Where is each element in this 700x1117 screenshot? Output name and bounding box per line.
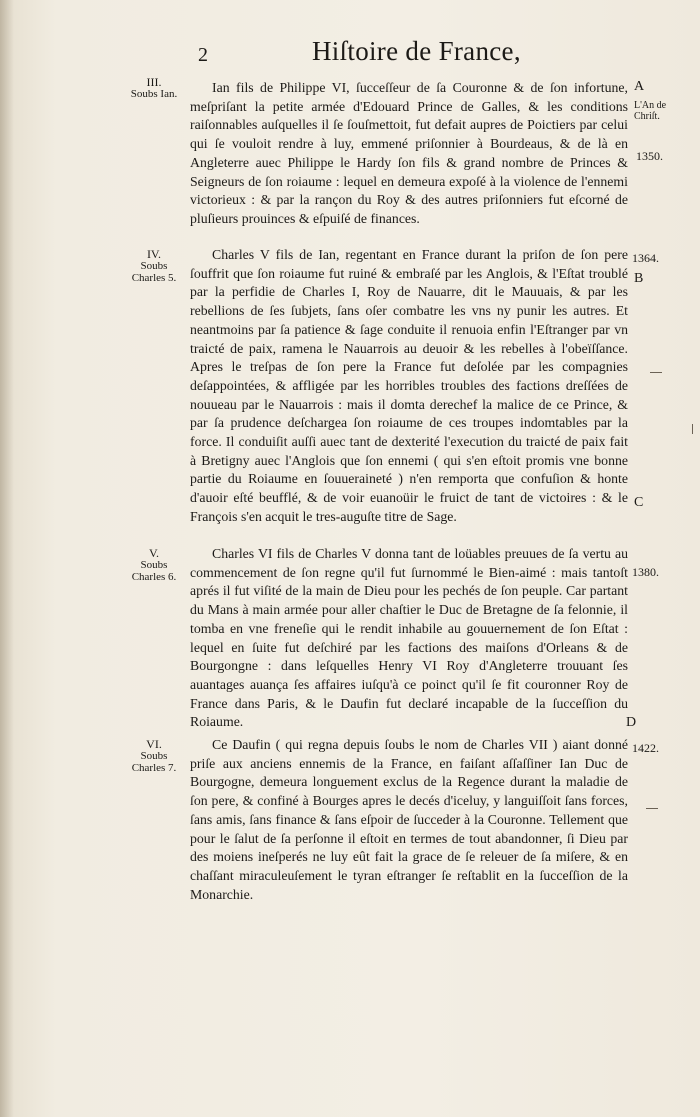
margin-tick: [650, 372, 662, 373]
page-number: 2: [198, 44, 208, 66]
paragraph-v: [190, 545, 628, 732]
margin-year-1350: 1350.: [636, 149, 663, 163]
paragraph-text: Charles VI fils de Charles V donna tant de loüables preuues de ſa vertu au commencement de ſon regne qu'il fut ſurnommé le Bien-aimé : mais tantoſt aprés il fut viſité de la main de Dieu pour les pechés de ſon peuple. Car partant du Mans à main armée pour aller chaſtier le Duc de Bretagne de ſa felonnie, il tomba en vne freneſie qui le rendit inhabile au gouuernement de ſon Eſtat : lequel en ſuite fut deſchiré par les factions des maiſons d'Orleans & de Bourgongne : dans leſquelles Henry VI Roy d'Angleterre trouuant ſes auantages auança ſes affaires iuſqu'à ce poinct qu'il ſe fit couronner Roy de France dans Paris, & le Daufin fut declaré incapable de la ſucceſſion du Roiaume.: [190, 546, 628, 730]
margin-year-1422: 1422.: [632, 741, 659, 755]
side-label-v: [124, 547, 184, 583]
paragraph-text: Ce Daufin ( qui regna depuis ſoubs le nom de Charles VII ) aiant donné priſe aux anciens ennemis de la France, en faiſant aſſaſſiner Ian Duc de Bourgogne, demeura longuement exclus de la Regence durant la maladie de ſon pere, & confiné à Bourges apres le decés d'iceluy, y languiſſoit ſans forces, ſans amis, ſans finance & ſans eſpoir de ſucceder à la Couronne. Tellement que pour le ſalut de ſa perſonne il eſtoit en termes de tout abandonner, ſi Dieu par des moiens ineſperés ne luy eût fait la grace de ſe releuer de ſa miſere, & en chaſſant miraculeuſement le tyran eſtranger ſe reſtablit en la ſucceſſion de la Monarchie.: [190, 737, 628, 902]
section-number: V.: [148, 546, 160, 560]
side-label-iii: [124, 76, 184, 100]
section-reign: Soubs Charles 5.: [131, 260, 177, 284]
side-label-vi: [124, 738, 184, 774]
section-number: VI.: [146, 737, 162, 751]
margin-letter-c: C: [634, 495, 644, 510]
section-number: III.: [146, 75, 162, 89]
running-title: Hiſtoire de France,: [312, 36, 521, 66]
margin-letter-a: A: [634, 79, 645, 94]
paragraph-text: Ian fils de Philippe VI, ſucceſſeur de ſa Couronne & de ſon infortune, meſpriſant la petite armée d'Edouard Prince de Galles, & les conditions raiſonnables auſquelles il ſe ſouſmettoit, fut defait aupres de Poictiers par celui qui ſe vouloit rendre à luy, emmené priſonnier à Bourdeaus, & de là en Angleterre auec Philippe le Hardy ſon fils & grand nombre de Princes & Seigneurs de ſon roiaume : lequel en demeura expoſé à la violence de l'ennemi victorieux : & par la rançon du Roy & des autres priſonniers fut eſcorné de pluſieurs prouinces & eſpuiſé de finances.: [190, 80, 628, 226]
margin-letter-d: D: [626, 715, 637, 730]
side-label-iv: [124, 248, 184, 284]
paragraph-text: Charles V fils de Ian, regentant en France durant la priſon de ſon pere ſouffrit que ſon roiaume fut ruiné & embraſé par les Anglois, & l'Eſtat troublé par la perfidie de Charles I, Roy de Nauarre, dit le Mauuais, & par les rebellions de ſes ſubjets, ſans oſer combatre les vns ny punir les autres. Et neantmoins par ſa patience & ſage conduite il renuoia enfin l'Eſtranger par vn traicté de paix, ramena le Nauarrois au deuoir & les rebelles à l'obeïſſance. Apres le treſpas de ſon pere la France fut deſolée par les compagnies deſappointées, & affligée par les horribles troubles des factions dreſſées de nouueau par le Nauarrois : mais il domta derechef la malice de ce Prince, & par ſa prudence deſchargea ſon roiaume de ces troupes indomtables par la force. Il conduiſit auſſi auec tant de dexterité l'execution du traicté de paix fait à Bretigny auec l'Anglois que ſon ennemi ( qui s'en eſtoit promis vne bonne partie du Roiaume en ſouueraineté ) n'en remporta que confuſion & honte d'auoir eſté beufflé, & de voir euanoüir le fruict de tant de victoires : & le François s'en acquit le tres-auguſte titre de Sage.: [190, 247, 628, 524]
section-reign: Soubs Charles 6.: [131, 559, 177, 583]
gutter-shadow: [0, 0, 14, 1117]
margin-year-1364: 1364.: [632, 251, 659, 265]
paragraph-iii: [190, 79, 628, 229]
margin-letter-b: B: [634, 271, 644, 286]
margin-year-1380: 1380.: [632, 565, 659, 579]
paragraph-iv: [190, 246, 628, 527]
margin-tick: [646, 808, 658, 809]
margin-tick: [692, 424, 693, 434]
margin-an-de-christ: L'An de Chriſt.: [634, 100, 667, 122]
section-number: IV.: [146, 247, 162, 261]
paragraph-vi: [190, 736, 628, 904]
section-reign: Soubs Charles 7.: [131, 750, 177, 774]
section-reign: Soubs Ian.: [130, 88, 178, 100]
